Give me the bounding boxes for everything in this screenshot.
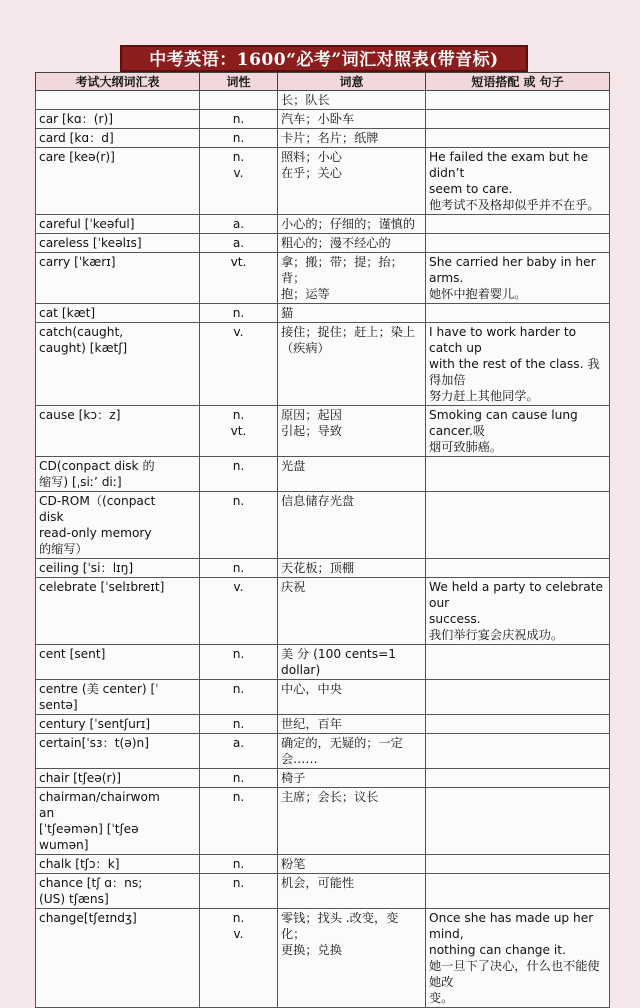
word-line: careful [ˈkeəful] bbox=[39, 217, 135, 231]
example-line: She carried her baby in her arms. bbox=[429, 255, 596, 285]
example-line bbox=[429, 130, 606, 146]
example-cell bbox=[426, 110, 610, 129]
example-cell bbox=[426, 148, 610, 215]
meaning-cell bbox=[278, 855, 426, 874]
meaning-line: 在乎；关心 bbox=[281, 166, 342, 180]
meaning-cell bbox=[278, 215, 426, 234]
table-row bbox=[36, 909, 610, 1008]
meaning-cell bbox=[278, 148, 426, 215]
example-cell bbox=[426, 734, 610, 769]
word-line: chairman/chairwom bbox=[39, 790, 160, 804]
word-line: cat [kæt] bbox=[39, 306, 96, 320]
meaning-cell bbox=[278, 578, 426, 645]
meaning-cell bbox=[278, 457, 426, 492]
pos-line: n. bbox=[232, 112, 245, 126]
example-cell bbox=[426, 769, 610, 788]
meaning-cell bbox=[278, 234, 426, 253]
meaning-line: 会…… bbox=[281, 752, 318, 766]
table-row bbox=[36, 578, 610, 645]
word-line: an bbox=[39, 806, 55, 820]
example-line bbox=[429, 681, 606, 697]
word-cell bbox=[36, 769, 200, 788]
word-cell bbox=[36, 734, 200, 769]
pos-cell bbox=[200, 855, 278, 874]
table-row bbox=[36, 215, 610, 234]
pos-cell bbox=[200, 492, 278, 559]
pos-line: n. bbox=[232, 647, 245, 661]
table-row bbox=[36, 559, 610, 578]
example-line: 他考试不及格却似乎并不在乎。 bbox=[429, 198, 600, 212]
meaning-cell bbox=[278, 909, 426, 1008]
example-line bbox=[429, 856, 606, 872]
example-line: nothing can change it. bbox=[429, 943, 566, 957]
table-row bbox=[36, 406, 610, 457]
example-cell bbox=[426, 406, 610, 457]
word-cell bbox=[36, 148, 200, 215]
pos-line: n. bbox=[232, 408, 245, 422]
word-line: change[tʃeɪndʒ] bbox=[39, 911, 137, 925]
example-cell bbox=[426, 304, 610, 323]
meaning-line: 更换；兑换 bbox=[281, 943, 342, 957]
table-row bbox=[36, 715, 610, 734]
pos-cell bbox=[200, 110, 278, 129]
pos-cell bbox=[200, 323, 278, 406]
meaning-cell bbox=[278, 559, 426, 578]
word-line: cent [sent] bbox=[39, 647, 106, 661]
word-cell bbox=[36, 91, 200, 110]
pos-line: a. bbox=[232, 236, 245, 250]
header-pos: 词性 bbox=[200, 73, 278, 91]
pos-cell bbox=[200, 715, 278, 734]
word-cell bbox=[36, 129, 200, 148]
pos-cell bbox=[200, 874, 278, 909]
table-row bbox=[36, 253, 610, 304]
example-line: Once she has made up her mind, bbox=[429, 911, 594, 941]
meaning-line: 美 分 (100 cents=1 bbox=[281, 647, 397, 661]
pos-line: n. bbox=[232, 857, 245, 871]
example-cell bbox=[426, 457, 610, 492]
word-cell bbox=[36, 234, 200, 253]
meaning-cell bbox=[278, 680, 426, 715]
meaning-cell bbox=[278, 645, 426, 680]
word-line: care [keə(r)] bbox=[39, 150, 115, 164]
example-line: 努力赶上其他同学。 bbox=[429, 389, 539, 403]
table-row bbox=[36, 304, 610, 323]
example-line: 我们举行宴会庆祝成功。 bbox=[429, 628, 564, 642]
word-cell bbox=[36, 323, 200, 406]
table-row bbox=[36, 457, 610, 492]
example-cell bbox=[426, 129, 610, 148]
word-line: 的缩写） bbox=[39, 542, 88, 556]
meaning-line: 照料；小心 bbox=[281, 150, 342, 164]
pos-cell bbox=[200, 234, 278, 253]
word-cell bbox=[36, 909, 200, 1008]
meaning-line: 庆祝 bbox=[281, 580, 306, 594]
example-cell bbox=[426, 788, 610, 855]
word-line: chance [tʃ ɑ：ns; bbox=[39, 876, 143, 890]
example-line bbox=[429, 770, 606, 786]
word-cell bbox=[36, 855, 200, 874]
header-example: 短语搭配 或 句子 bbox=[426, 73, 610, 91]
pos-line: a. bbox=[232, 217, 245, 231]
example-line bbox=[429, 646, 606, 662]
word-line: chalk [tʃɔ：k] bbox=[39, 857, 120, 871]
example-line: Smoking can cause lung cancer.吸 bbox=[429, 408, 578, 438]
header-meaning: 词意 bbox=[278, 73, 426, 91]
pos-cell bbox=[200, 559, 278, 578]
example-line: success. bbox=[429, 612, 481, 626]
example-line: 她怀中抱着婴儿。 bbox=[429, 287, 527, 301]
example-cell bbox=[426, 91, 610, 110]
meaning-line: 粉笔 bbox=[281, 857, 306, 871]
table-header-row bbox=[36, 73, 610, 91]
meaning-line: 长；队长 bbox=[281, 93, 330, 107]
meaning-line: 确定的，无疑的；一定 bbox=[281, 736, 403, 750]
example-line bbox=[429, 305, 606, 321]
example-cell bbox=[426, 874, 610, 909]
table-row bbox=[36, 91, 610, 110]
example-line: 变。 bbox=[429, 991, 454, 1005]
word-cell bbox=[36, 715, 200, 734]
pos-line: a. bbox=[232, 736, 245, 750]
pos-cell bbox=[200, 645, 278, 680]
pos-cell bbox=[200, 457, 278, 492]
word-line: [ˈtʃeəmən] [ˈtʃeə bbox=[39, 822, 139, 836]
pos-cell bbox=[200, 253, 278, 304]
example-line: with the rest of the class. 我得加倍 bbox=[429, 357, 600, 387]
pos-cell bbox=[200, 129, 278, 148]
word-cell bbox=[36, 874, 200, 909]
example-cell bbox=[426, 645, 610, 680]
example-line: We held a party to celebrate our bbox=[429, 580, 604, 610]
pos-cell bbox=[200, 148, 278, 215]
word-cell bbox=[36, 253, 200, 304]
meaning-line: 拿；搬；带；提；抬；背； bbox=[281, 255, 403, 285]
word-line: 缩写) [ˌsiː’ diː] bbox=[39, 475, 122, 489]
example-cell bbox=[426, 253, 610, 304]
word-cell bbox=[36, 492, 200, 559]
meaning-line: （疾病） bbox=[281, 341, 330, 355]
vocabulary-table bbox=[35, 72, 610, 1008]
example-line bbox=[429, 560, 606, 576]
word-line: sentə] bbox=[39, 698, 78, 712]
pos-cell bbox=[200, 406, 278, 457]
pos-line: v. bbox=[233, 927, 244, 941]
pos-line bbox=[203, 92, 274, 108]
meaning-cell bbox=[278, 715, 426, 734]
example-line bbox=[429, 735, 606, 751]
word-cell bbox=[36, 110, 200, 129]
word-line: certain[ˈsɜ：t(ə)n] bbox=[39, 736, 149, 750]
pos-cell bbox=[200, 680, 278, 715]
example-cell bbox=[426, 680, 610, 715]
table-row bbox=[36, 234, 610, 253]
meaning-line: 世纪，百年 bbox=[281, 717, 342, 731]
word-line: ceiling [ˈsi：lɪŋ] bbox=[39, 561, 134, 575]
pos-line: n. bbox=[232, 717, 245, 731]
example-line bbox=[429, 493, 606, 509]
word-line: catch(caught, bbox=[39, 325, 124, 339]
table-row bbox=[36, 680, 610, 715]
meaning-cell bbox=[278, 788, 426, 855]
word-line: wumən] bbox=[39, 838, 89, 852]
table-row bbox=[36, 110, 610, 129]
pos-line: n. bbox=[232, 790, 245, 804]
meaning-cell bbox=[278, 769, 426, 788]
pos-cell bbox=[200, 215, 278, 234]
word-line: careless [ˈkeəlɪs] bbox=[39, 236, 142, 250]
pos-line: n. bbox=[232, 682, 245, 696]
pos-line: vt. bbox=[230, 424, 247, 438]
pos-cell bbox=[200, 578, 278, 645]
meaning-cell bbox=[278, 110, 426, 129]
table-row bbox=[36, 788, 610, 855]
word-line: centre (美 center) [ˈ bbox=[39, 682, 159, 696]
meaning-line: 主席；会长；议长 bbox=[281, 790, 379, 804]
meaning-line: 接住；捉住；赶上；染上 bbox=[281, 325, 416, 339]
example-line bbox=[429, 716, 606, 732]
meaning-cell bbox=[278, 406, 426, 457]
word-line: celebrate [ˈselɪbreɪt] bbox=[39, 580, 165, 594]
example-line bbox=[429, 235, 606, 251]
meaning-line: 猫 bbox=[281, 306, 294, 320]
word-line: caught) [kætʃ] bbox=[39, 341, 128, 355]
example-line bbox=[429, 458, 606, 474]
example-line bbox=[429, 111, 606, 127]
example-line bbox=[429, 216, 606, 232]
table-row bbox=[36, 769, 610, 788]
word-line: disk bbox=[39, 510, 64, 524]
example-line bbox=[429, 875, 606, 891]
pos-cell bbox=[200, 304, 278, 323]
pos-cell bbox=[200, 734, 278, 769]
meaning-line: 椅子 bbox=[281, 771, 306, 785]
meaning-cell bbox=[278, 91, 426, 110]
example-line: seem to care. bbox=[429, 182, 513, 196]
meaning-line: 小心的；仔细的；谨慎的 bbox=[281, 217, 416, 231]
word-cell bbox=[36, 788, 200, 855]
meaning-line: 抱；运等 bbox=[281, 287, 330, 301]
header-word: 考试大纲词汇表 bbox=[36, 73, 200, 91]
word-line: CD(conpact disk 的 bbox=[39, 459, 155, 473]
pos-line: n. bbox=[232, 771, 245, 785]
word-cell bbox=[36, 215, 200, 234]
example-cell bbox=[426, 909, 610, 1008]
example-cell bbox=[426, 578, 610, 645]
pos-line: n. bbox=[232, 459, 245, 473]
example-cell bbox=[426, 559, 610, 578]
word-line: carry [ˈkærɪ] bbox=[39, 255, 116, 269]
meaning-line: 粗心的；漫不经心的 bbox=[281, 236, 391, 250]
table-row bbox=[36, 129, 610, 148]
meaning-line: 引起；导致 bbox=[281, 424, 342, 438]
meaning-line: 中心，中央 bbox=[281, 682, 342, 696]
example-cell bbox=[426, 855, 610, 874]
word-line: read-only memory bbox=[39, 526, 152, 540]
word-cell bbox=[36, 559, 200, 578]
example-cell bbox=[426, 715, 610, 734]
word-line bbox=[39, 92, 196, 108]
meaning-cell bbox=[278, 304, 426, 323]
pos-line: vt. bbox=[230, 255, 247, 269]
pos-line: n. bbox=[232, 494, 245, 508]
word-line: card [kɑ：d] bbox=[39, 131, 114, 145]
pos-line: n. bbox=[232, 306, 245, 320]
meaning-cell bbox=[278, 323, 426, 406]
example-cell bbox=[426, 492, 610, 559]
meaning-line: 卡片；名片；纸牌 bbox=[281, 131, 379, 145]
example-cell bbox=[426, 215, 610, 234]
table-row bbox=[36, 855, 610, 874]
pos-cell bbox=[200, 769, 278, 788]
meaning-cell bbox=[278, 874, 426, 909]
word-line: (US) tʃæns] bbox=[39, 892, 109, 906]
word-line: century [ˈsentʃurɪ] bbox=[39, 717, 151, 731]
pos-line: n. bbox=[232, 911, 245, 925]
word-line: car [kɑ：(r)] bbox=[39, 112, 114, 126]
word-line: chair [tʃeə(r)] bbox=[39, 771, 122, 785]
table-row bbox=[36, 323, 610, 406]
word-cell bbox=[36, 457, 200, 492]
meaning-line: 零钱；找头 .改变，变化； bbox=[281, 911, 399, 941]
table-row bbox=[36, 492, 610, 559]
meaning-line: 信息储存光盘 bbox=[281, 494, 355, 508]
example-line bbox=[429, 789, 606, 805]
pos-line: n. bbox=[232, 876, 245, 890]
pos-line: n. bbox=[232, 561, 245, 575]
pos-line: v. bbox=[233, 166, 244, 180]
word-cell bbox=[36, 578, 200, 645]
pos-cell bbox=[200, 909, 278, 1008]
table-row bbox=[36, 874, 610, 909]
meaning-line: 汽车；小卧车 bbox=[281, 112, 355, 126]
word-cell bbox=[36, 680, 200, 715]
word-cell bbox=[36, 304, 200, 323]
example-line bbox=[429, 92, 606, 108]
example-cell bbox=[426, 323, 610, 406]
table-row bbox=[36, 148, 610, 215]
meaning-line: 光盘 bbox=[281, 459, 306, 473]
pos-line: n. bbox=[232, 131, 245, 145]
table-row bbox=[36, 734, 610, 769]
pos-line: v. bbox=[233, 580, 244, 594]
meaning-cell bbox=[278, 734, 426, 769]
word-line: cause [kɔ：z] bbox=[39, 408, 121, 422]
example-line: I have to work harder to catch up bbox=[429, 325, 577, 355]
example-line: 烟可致肺癌。 bbox=[429, 440, 503, 454]
meaning-cell bbox=[278, 129, 426, 148]
meaning-cell bbox=[278, 253, 426, 304]
pos-cell bbox=[200, 788, 278, 855]
pos-line: v. bbox=[233, 325, 244, 339]
page-title: 中考英语：1600“必考”词汇对照表(带音标) bbox=[120, 45, 528, 72]
example-line: He failed the exam but he didn’t bbox=[429, 150, 589, 180]
example-cell bbox=[426, 234, 610, 253]
word-cell bbox=[36, 645, 200, 680]
meaning-line: 天花板；顶棚 bbox=[281, 561, 355, 575]
example-line: 她一旦下了决心，什么也不能使她改 bbox=[429, 959, 600, 989]
table-row bbox=[36, 645, 610, 680]
meaning-line: 机会，可能性 bbox=[281, 876, 355, 890]
meaning-line: dollar) bbox=[281, 663, 321, 677]
word-line: CD-ROM（(conpact bbox=[39, 494, 156, 508]
pos-line: n. bbox=[232, 150, 245, 164]
meaning-line: 原因；起因 bbox=[281, 408, 342, 422]
word-cell bbox=[36, 406, 200, 457]
pos-cell bbox=[200, 91, 278, 110]
meaning-cell bbox=[278, 492, 426, 559]
